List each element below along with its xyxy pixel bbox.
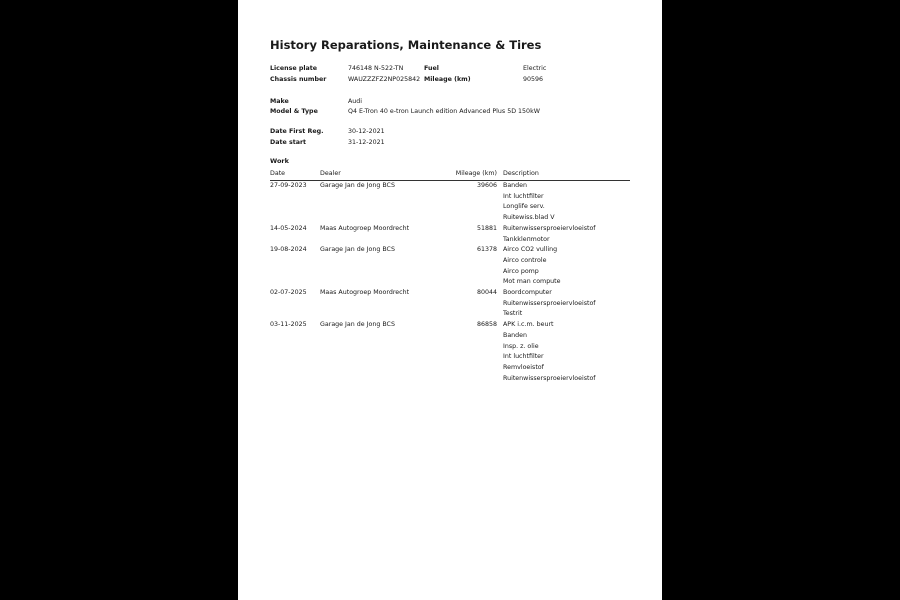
row-date: 03-11-2025 bbox=[270, 321, 307, 329]
license-plate-value: 746148 N-522-TN bbox=[348, 65, 404, 72]
row-description-item: Longlife serv. bbox=[503, 203, 545, 211]
table-row bbox=[270, 320, 630, 384]
row-description-item: Mot man compute bbox=[503, 278, 561, 286]
row-description-item: APK i.c.m. beurt bbox=[503, 321, 554, 329]
row-description-list bbox=[503, 245, 630, 288]
row-description-list bbox=[503, 288, 630, 320]
row-mileage: 86858 bbox=[476, 321, 497, 329]
row-description-item: Ruitenwissersproeiervloeistof bbox=[503, 224, 596, 232]
make-value: Audi bbox=[348, 98, 363, 105]
row-mileage: 39606 bbox=[476, 182, 497, 189]
document-title: History Reparations, Maintenance & Tires bbox=[270, 38, 542, 52]
row-description-item: Ruitenwissersproeiervloeistof bbox=[503, 299, 596, 307]
row-date: 19-08-2024 bbox=[270, 246, 307, 254]
row-dealer: Garage Jan de Jong BCS bbox=[320, 321, 395, 329]
table-row bbox=[270, 181, 630, 224]
document-page bbox=[238, 0, 662, 600]
header-dealer: Dealer bbox=[320, 170, 341, 177]
first-reg-value: 30-12-2021 bbox=[348, 128, 385, 135]
chassis-label: Chassis number bbox=[270, 76, 327, 83]
model-value: Q4 E-Tron 40 e-tron Launch edition Advanced Plus 5D 150kW bbox=[348, 108, 540, 115]
row-description-item: Boordcomputer bbox=[503, 289, 552, 297]
row-date: 27-09-2023 bbox=[270, 182, 307, 189]
make-label: Make bbox=[270, 98, 289, 105]
mileage-value: 90596 bbox=[523, 76, 544, 83]
date-start-value: 31-12-2021 bbox=[348, 139, 385, 146]
first-reg-label: Date First Reg. bbox=[270, 128, 324, 135]
row-description-item: Banden bbox=[503, 331, 528, 339]
date-start-label: Date start bbox=[270, 139, 307, 146]
row-description-item: Remvloeistof bbox=[503, 363, 544, 371]
row-description-item: Ruitenwissersproeiervloeistof bbox=[503, 374, 596, 382]
row-dealer: Maas Autogroep Moordrecht bbox=[320, 289, 410, 297]
row-mileage: 51881 bbox=[476, 224, 497, 232]
work-table-body bbox=[270, 181, 630, 384]
row-description-list bbox=[503, 224, 630, 245]
row-description-item: Insp. z. olie bbox=[503, 342, 539, 350]
row-description-item: Airco CO2 vulling bbox=[503, 246, 558, 254]
row-description-item: Airco controle bbox=[503, 256, 547, 264]
row-description-item: Tankkleпmotor bbox=[503, 235, 550, 243]
row-description-item: Banden bbox=[503, 182, 528, 189]
table-row bbox=[270, 245, 630, 288]
row-description-item: Airco pomp bbox=[503, 267, 539, 275]
work-section-title: Work bbox=[270, 157, 289, 165]
license-plate-label: License plate bbox=[270, 65, 318, 72]
row-dealer: Garage Jan de Jong BCS bbox=[320, 182, 395, 189]
row-dealer: Garage Jan de Jong BCS bbox=[320, 246, 395, 254]
header-mileage: Mileage (km) bbox=[455, 170, 497, 177]
fuel-value: Electric bbox=[523, 65, 547, 72]
table-row bbox=[270, 288, 630, 320]
row-date: 14-05-2024 bbox=[270, 224, 307, 232]
work-table-header bbox=[270, 170, 630, 181]
model-label: Model & Type bbox=[270, 108, 318, 115]
chassis-value: WAUZZZFZ2NP025842 bbox=[348, 76, 421, 83]
row-mileage: 61378 bbox=[476, 246, 497, 254]
table-row bbox=[270, 224, 630, 245]
row-description-item: Ruitewiss.blad V bbox=[503, 214, 555, 222]
row-description-list bbox=[503, 181, 630, 224]
row-mileage: 80044 bbox=[476, 289, 497, 297]
row-description-list bbox=[503, 320, 630, 384]
header-date: Date bbox=[270, 170, 286, 177]
row-description-item: Int luchtfilter bbox=[503, 353, 544, 361]
fuel-label: Fuel bbox=[424, 65, 439, 72]
mileage-label: Mileage (km) bbox=[424, 76, 471, 83]
row-dealer: Maas Autogroep Moordrecht bbox=[320, 224, 410, 232]
header-description: Description bbox=[503, 170, 539, 177]
row-date: 02-07-2025 bbox=[270, 289, 307, 297]
row-description-item: Int luchtfilter bbox=[503, 192, 544, 200]
row-description-item: Testrit bbox=[503, 310, 523, 318]
